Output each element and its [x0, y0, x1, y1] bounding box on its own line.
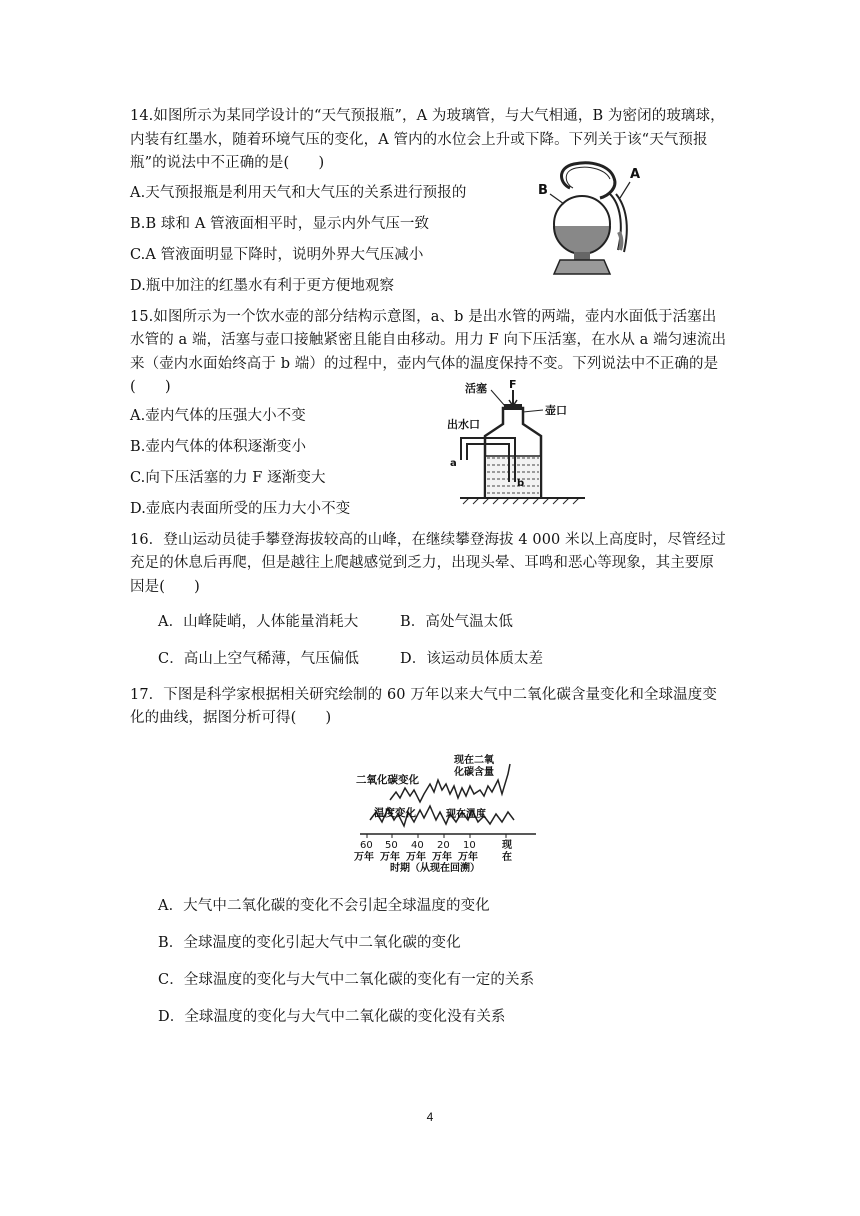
q14-option-a: A.天气预报瓶是利用天气和大气压的关系进行预报的 [130, 185, 467, 201]
tick-unit-60: 万年 [354, 852, 374, 863]
temperature-curve-label: 温度变化 [374, 807, 416, 819]
kettle-figure [445, 378, 595, 506]
q17-option-b: B．全球温度的变化引起大气中二氧化碳的变化 [158, 935, 461, 951]
q16-stem-line-1: 16．登山运动员徒手攀登海拔较高的山峰，在继续攀登海拔 4 000 米以上高度时，尽管经过 [130, 532, 726, 548]
q15-option-d: D.壶底内表面所受的压力大小不变 [130, 501, 351, 517]
q14-option-b: B.B 球和 A 管液面相平时，显示内外气压一致 [130, 216, 430, 232]
label-force: F [509, 378, 517, 391]
q16-option-a: A．山峰陡峭，人体能量消耗大 [158, 614, 359, 630]
tick-unit-50: 万年 [380, 852, 400, 863]
q17-option-d: D．全球温度的变化与大气中二氧化碳的变化没有关系 [158, 1009, 506, 1025]
q16-option-c: C．高山上空气稀薄，气压偏低 [158, 651, 359, 667]
q16-stem-line-2: 充足的休息后再爬，但是越往上爬越感觉到乏力，出现头晕、耳鸣和恶心等现象，其主要原 [130, 555, 714, 571]
q15-option-b: B.壶内气体的体积逐渐变小 [130, 439, 307, 455]
q14-stem-line-2: 内装有红墨水，随着环境气压的变化，A 管内的水位会上升或下降。下列关于该“天气预报 [130, 132, 708, 148]
label-end-a: a [450, 458, 457, 469]
tick-label-60: 60 [360, 840, 373, 851]
q17-option-a: A．大气中二氧化碳的变化不会引起全球温度的变化 [158, 898, 490, 914]
tick-unit-20: 万年 [432, 852, 452, 863]
label-piston: 活塞 [465, 382, 487, 395]
tick-label-50: 50 [385, 840, 398, 851]
q14-stem-line-3: 瓶”的说法中不正确的是( ) [130, 155, 325, 171]
current-temperature-label: 现在温度 [446, 809, 486, 820]
q15-stem-line-1: 15.如图所示为一个饮水壶的部分结构示意图，a、b 是出水管的两端，壶内水面低于活塞出 [130, 309, 717, 325]
q14-option-d: D.瓶中加注的红墨水有利于更方便地观察 [130, 278, 395, 294]
current-co2-label-line1: 现在二氧 [454, 755, 494, 766]
tick-label-10: 10 [463, 840, 476, 851]
q15-stem-line-2: 水管的 a 端，活塞与壶口接触紧密且能自由移动。用力 F 向下压活塞，在水从 a 端匀速流出 [130, 332, 727, 348]
q16-option-d: D．该运动员体质太差 [400, 651, 544, 667]
co2-curve-label: 二氧化碳变化 [356, 774, 419, 786]
q17-stem-line-1: 17．下图是科学家根据相关研究绘制的 60 万年以来大气中二氧化碳含量变化和全球温度变 [130, 687, 717, 703]
page-number: 4 [426, 1110, 434, 1124]
q15-stem-line-4: ( ) [130, 379, 171, 395]
label-outlet: 出水口 [447, 418, 480, 431]
q14-option-c: C.A 管液面明显下降时，说明外界大气压减小 [130, 247, 424, 263]
tick-unit-10: 万年 [458, 852, 478, 863]
q16-option-b: B．高处气温太低 [400, 614, 513, 630]
q15-stem-line-3: 来（壶内水面始终高于 b 端）的过程中，壶内气体的温度保持不变。下列说法中不正确的是 [130, 356, 719, 372]
q17-option-c: C．全球温度的变化与大气中二氧化碳的变化有一定的关系 [158, 972, 535, 988]
tick-label-40: 40 [411, 840, 424, 851]
tick-label-now-1: 现 [502, 840, 512, 851]
tick-label-20: 20 [437, 840, 450, 851]
q15-option-a: A.壶内气体的压强大小不变 [130, 408, 306, 424]
q14-stem-line-1: 14.如图所示为某同学设计的“天气预报瓶”，A 为玻璃管，与大气相通，B 为密闭的玻璃球， [130, 108, 725, 124]
q15-option-c: C.向下压活塞的力 F 逐渐变大 [130, 470, 326, 486]
co2-temperature-figure [350, 750, 540, 872]
weather-bottle-figure [530, 154, 645, 284]
axis-caption: 时期（从现在回溯） [390, 863, 480, 872]
current-co2-label-line2: 化碳含量 [454, 767, 494, 778]
label-a: A [630, 167, 641, 182]
q17-stem-line-2: 化的曲线，据图分析可得( ) [130, 710, 332, 726]
tick-unit-40: 万年 [406, 852, 426, 863]
q16-stem-line-3: 因是( ) [130, 579, 200, 595]
label-b: B [538, 183, 548, 198]
label-end-b: b [517, 478, 525, 489]
label-kettle-mouth: 壶口 [545, 404, 567, 417]
tick-label-now-2: 在 [502, 852, 512, 863]
